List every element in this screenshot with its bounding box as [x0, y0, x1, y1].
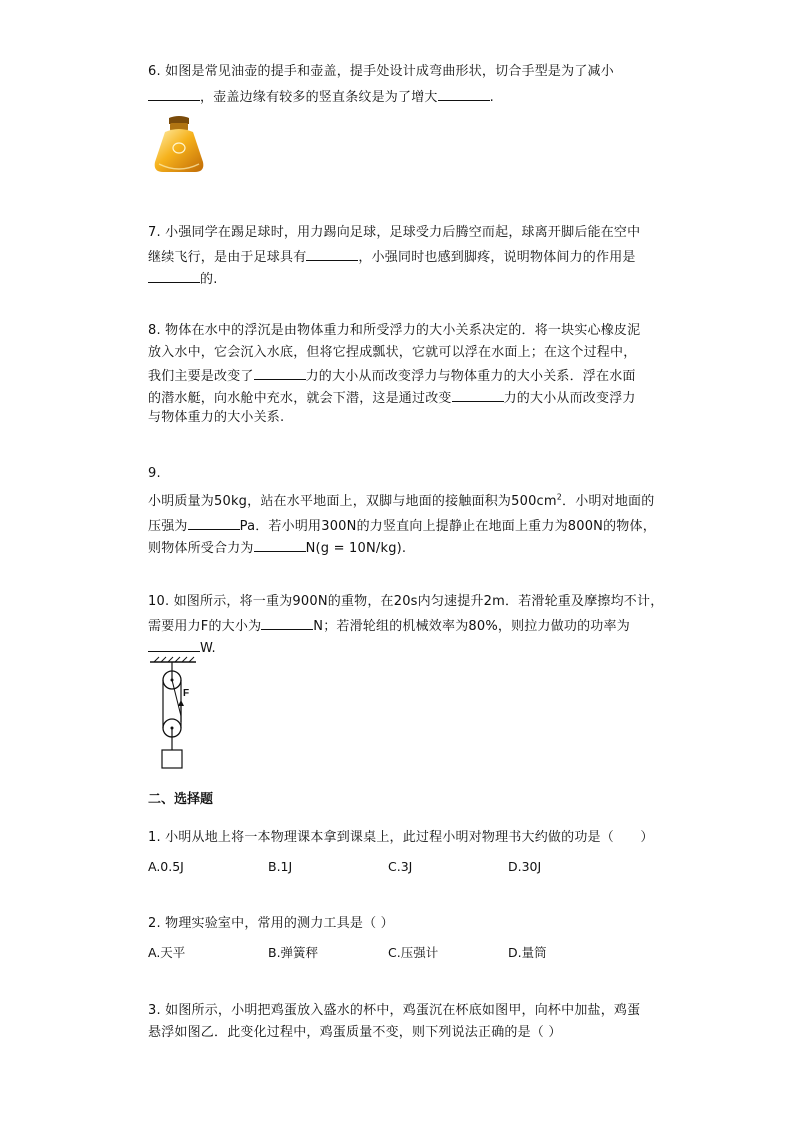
- q7-line2: 继续飞行，是由于足球具有 ，小强同时也感到脚疼，说明物体间力的作用是: [148, 246, 636, 267]
- q10-line3: W.: [148, 637, 216, 658]
- mc3-line2: 悬浮如图乙．此变化过程中，鸡蛋质量不变，则下列说法正确的是（ ）: [148, 1025, 562, 1040]
- section-title: 二、选择题: [148, 792, 214, 807]
- mc2-option-b[interactable]: B.弹簧秤: [268, 945, 319, 960]
- mc2-option-c[interactable]: C.压强计: [388, 945, 439, 960]
- q8-blank2[interactable]: [452, 387, 504, 402]
- mc2-stem: 2. 物理实验室中，常用的测力工具是（ ）: [148, 916, 394, 931]
- mc1-option-d[interactable]: D.30J: [508, 859, 542, 874]
- q9-line2: 压强为 Pa．若小明用300N的力竖直向上提静止在地面上重力为800N的物体，: [148, 515, 656, 536]
- q7-blank2[interactable]: [148, 268, 200, 283]
- pulley-diagram: [148, 656, 208, 772]
- q8-line2: 放入水中，它会沉入水底，但将它捏成瓢状，它就可以浮在水面上；在这个过程中，: [148, 345, 637, 360]
- q7-blank1[interactable]: [306, 246, 358, 261]
- q9-blank1[interactable]: [188, 515, 240, 530]
- q7-line3: 的.: [148, 268, 218, 289]
- q6-line2: ，壶盖边缘有较多的竖直条纹是为了增大 .: [148, 86, 494, 107]
- mc2-option-d[interactable]: D.量筒: [508, 945, 547, 960]
- q8-line4: 的潜水艇，向水舱中充水，就会下潜，这是通过改变 力的大小从而改变浮力: [148, 387, 636, 408]
- q10-line2: 需要用力F的大小为 N；若滑轮组的机械效率为80%，则拉力做功的功率为: [148, 615, 630, 636]
- q6-line1: 6. 如图是常见油壶的提手和壶盖，提手处设计成弯曲形状，切合手型是为了减小: [148, 64, 614, 79]
- mc1-option-b[interactable]: B.1J: [268, 859, 293, 874]
- q8-line1: 8. 物体在水中的浮沉是由物体重力和所受浮力的大小关系决定的．将一块实心橡皮泥: [148, 323, 641, 338]
- force-label: F: [183, 688, 190, 699]
- q10-blank1[interactable]: [261, 615, 313, 630]
- mc2-option-a[interactable]: A.天平: [148, 945, 186, 960]
- q9-number: 9.: [148, 466, 161, 481]
- mc1-option-c[interactable]: C.3J: [388, 859, 413, 874]
- q6-blank2[interactable]: [438, 86, 490, 101]
- q9-line1: 小明质量为50kg，站在水平地面上，双脚与地面的接触面积为$500cm^2$．小明对地面的: [148, 492, 655, 509]
- q10-blank2[interactable]: [148, 637, 200, 652]
- q7-line1: 7. 小强同学在踢足球时，用力踢向足球，足球受力后腾空而起，球离开脚后能在空中: [148, 225, 641, 240]
- q9-blank2[interactable]: [254, 537, 306, 552]
- q10-line1: 10. 如图所示，将一重为900N的重物，在20s内匀速提升2m．若滑轮重及摩擦均不计，: [148, 594, 664, 609]
- q6-blank1[interactable]: [148, 86, 200, 101]
- q9-line3: 则物体所受合力为 N(g = 10N/kg).: [148, 537, 406, 558]
- oil-pot-image: [151, 114, 207, 174]
- mc1-option-a[interactable]: A.0.5J: [148, 859, 184, 874]
- q8-line3: 我们主要是改变了 力的大小从而改变浮力与物体重力的大小关系．浮在水面: [148, 365, 636, 386]
- q8-blank1[interactable]: [254, 365, 306, 380]
- mc1-stem: 1. 小明从地上将一本物理课本拿到课桌上，此过程小明对物理书大约做的功是（ ）: [148, 830, 654, 845]
- q8-line5: 与物体重力的大小关系.: [148, 410, 285, 425]
- mc3-line1: 3. 如图所示，小明把鸡蛋放入盛水的杯中，鸡蛋沉在杯底如图甲，向杯中加盐，鸡蛋: [148, 1003, 641, 1018]
